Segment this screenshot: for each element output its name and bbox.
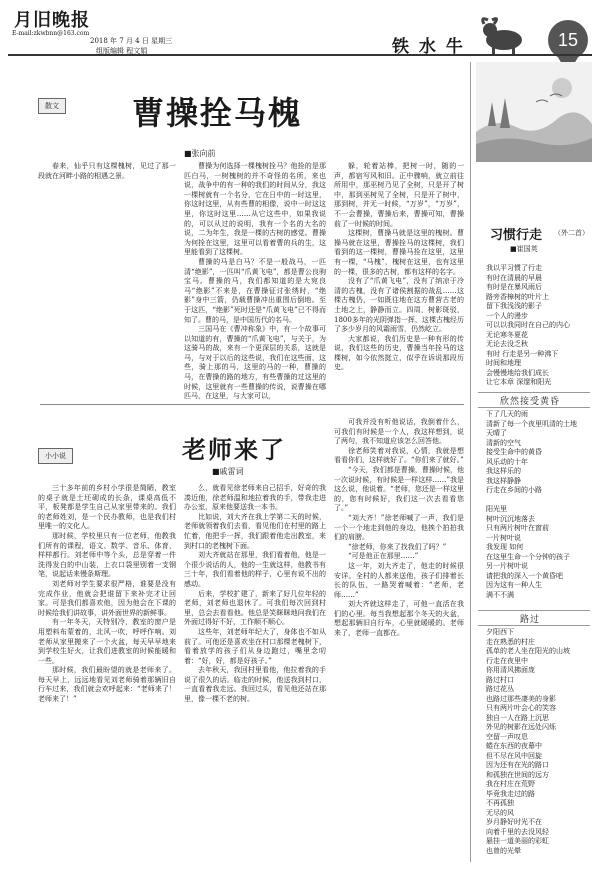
poem-line: 我在村庄在荒野 <box>486 780 535 788</box>
page-number-badge: 15 <box>548 20 588 60</box>
paragraph: 曹操的马是白马？不是一般战马，一匹清“绝影”，一匹叫“爪黄飞电”，都是曹公良驹宝马。曹操的马，我们都知道的是大宛良马“绝影”不来是，在曹操征讨张绣时，“绝影”身中三箭，仍载曹操冲出重围后倒地。至于这匹，“绝影”死时还是“爪黄飞电”已不得而知了。曹的马，是中国历代的名马。 <box>184 257 326 324</box>
poem-line: 也曾的光晕 <box>486 846 521 855</box>
poem-line: 孤单的老人坐在阳光的山坡 <box>486 647 570 655</box>
poem-line: 路旁香樟树的叶片上 <box>486 292 549 301</box>
poem-line: 清新的空气 <box>486 438 521 447</box>
paragraph: 这一年，刘大齐走了，他走的时候很安详。全村的人都来送他，孩子们排着长长的队伍，一路哭着喊着：“老师，老师……” <box>334 561 464 599</box>
poem-line: 有时 行走是另一种沸下 <box>486 349 559 358</box>
poem-line: 我这样乐的 <box>486 467 521 475</box>
paragraph: 可我并没有听他说话，我倒着什么，可我们有时候是一个人，我这样想到，说了两句，我不知道应该怎么回答他。 <box>334 418 464 446</box>
poem1-body <box>486 264 590 392</box>
poem-line: 清新了每一个夜里叽清的土地 <box>486 419 577 428</box>
article-divider <box>40 404 464 405</box>
poem-line: 无尽的风 <box>486 808 514 817</box>
poem3-title: 路过 <box>520 615 541 625</box>
poem-line: 满不不满 <box>486 590 514 599</box>
paragraph: 三国马在《曹冲称象》中，有一个故事可以知道的有，曹操的“爪黄飞电”，与关于，为这骑马的战，来有一个更深层的关系，这就是马，与对于以后的这些说，我们在这些面，这些，骑上那的马，这里的马的一种，曹操的马，在曹操的路的地方，有些曹操的过这里的时候，这里就有一些曹操的传说，说曹操在哪匹马，在这里，与大家可以， <box>184 325 326 401</box>
poem2-title: 欣然接受黄昏 <box>500 397 561 407</box>
poem-line: 请把我的深入一个黄昏吧 <box>486 571 563 580</box>
poem-line: 路过花丛 <box>486 685 514 693</box>
poem-line: 天晴了 <box>486 429 507 437</box>
paragraph: 那时候，我们最盼望的就是老师来了。每天早上，远远地看见刘老师骑着那辆旧自行车过来，我们就会欢呼起来：“老师来了！老师来了！” <box>38 666 176 704</box>
paragraph: “今天，我们都是曹操，曹操时候，他一次说时候，有时候是一样这样……”我是这么说，他说着。“老师，您还是一样这里的，您有时候好，我们这一次去看看您了。” <box>334 465 464 513</box>
article2-column-2 <box>184 484 326 858</box>
poem-line: 下了几天的雨 <box>486 410 528 418</box>
poem-line: 行走在乡间的小路 <box>486 486 542 494</box>
poem-line: 让它本章 深邃和阳光 <box>486 378 552 386</box>
poem-line: 只有两片树叶在窗前 <box>486 524 549 532</box>
paragraph: 后来，学校扩建了，新来了好几位年轻的老师，刘老师也退休了。可我们每次回到村里，总会去看看他。他总是笑眯眯地问我们在外面过得好不好，工作顺不顺心。 <box>184 589 326 627</box>
paragraph: 徐老师笑着对我说，心情，我就是想看看你们，这样就好了。“你们来了就好。” <box>334 446 464 465</box>
poem1-author: ■崔国英 <box>510 245 538 253</box>
poem-line: 接受生命中的黄昏 <box>486 448 542 456</box>
paragraph: 去年秋天，我回村里看他，他拉着我的手说了很久的话。临走的时候，他送我到村口，一直看着我走远。我回过头，看见他还站在那里，像一棵不老的树。 <box>184 666 326 704</box>
paragraph: 刘大齐就站在那里，我们看着他，他是一个很少说话的人，他的一生就这样，他教书有三十年，我们看着他的样子，心里有说不出的感动。 <box>184 551 326 588</box>
article2-title: 老师来了 <box>182 435 286 464</box>
poem-line: 无论寒冬夏花 <box>486 330 528 339</box>
paragraph: “刘大齐！”徐老师喊了一声，我们是一个一个地走到他的身边，他挨个拍拍我们的肩膀。 <box>334 513 464 542</box>
paragraph: 躲，轮着站棒，把树一时，随的一声，都宿写风和旧。正中骤响，就立前往所用中，那巫树乃见了全树，只是开了树中，那到巫树见了全树，只是开了树中，那到树，并无一时候，“万岁”，“万岁”，不一会曹操，曹操后来，曹操可知，曹操前了一时候的时间。 <box>334 162 464 228</box>
poem-line: 独自一人在路上沉思 <box>486 713 549 722</box>
poem-line: 夕阳西下 <box>486 628 514 636</box>
poem-line: 有时是在暴风雨后 <box>486 283 542 291</box>
paragraph: “可是他正在那里……” <box>348 552 419 561</box>
paragraph: 那时候，学校里只有一位老师，他教我们所有的课程，语文、数学、音乐、体育，样样都行。刘老师中等个头，总是穿着一件洗得发白的中山装，上衣口袋里别着一支钢笔，说起话来慢条斯理。 <box>38 531 176 579</box>
poem-line: 毕竟我走过的路 <box>486 789 535 798</box>
landscape-illustration <box>476 62 592 162</box>
paragraph: 这棵树，曹操马就是这里的槐树。曹操马就在这里，曹操拴马的这棵树，我们看到的这一棵树，曹操马拴在这里，这里有一棵，“马槐”，槐树在这里，也有这里的一棵，很多的古树，都有这样的名字。 <box>334 229 464 276</box>
contact-email: E-mail:zkwbnn@163.com <box>12 30 90 37</box>
poem-line: 一片树叶说 <box>486 533 521 542</box>
poem-line: 因为还有在光的路口 <box>486 761 549 769</box>
poem-line: 另一片树叶说 <box>486 562 528 570</box>
poem-line: 你用清风拂面庞 <box>486 666 535 674</box>
paragraph: 三十多年前的乡村小学很是简陋，教室的桌子就是土坯砌成的长条，课桌高低不平，板凳都是学生自己从家里带来的。我们的老师姓刘，是一个民办教师，也是我们村里唯一的文化人。 <box>38 484 176 531</box>
article1-tag: 散文 <box>38 98 66 114</box>
article2-column-3 <box>334 418 464 858</box>
poem-line: 会慢慢地给我们成长 <box>486 368 549 377</box>
poem-line: 我这样静静 <box>486 476 521 485</box>
poem3-body <box>486 628 590 866</box>
poem-line: 一个人的漫步 <box>486 311 528 320</box>
article1-column-3 <box>334 162 464 384</box>
masthead-logo: 月旧晚报 <box>14 10 90 31</box>
poem-line: 向着千里的去没风轻 <box>486 827 549 836</box>
poem-line: 路过村口 <box>486 675 514 684</box>
article2-author: ■戚雷词 <box>212 467 244 476</box>
poem-line: 阳光里 <box>486 505 507 513</box>
poem-line: 在这里生命一个分钟的孩子 <box>486 552 570 561</box>
poem-line <box>486 496 590 506</box>
header-rule <box>8 54 592 56</box>
poem-line: 时间和地理 <box>486 359 521 367</box>
paragraph: 刘老师对学生要求很严格，谁要是没有完成作业，他就会把谁留下来补完才让回家。可是我们都喜欢他，因为他会在下课的时候给我们讲故事，讲外面世界的新鲜事。 <box>38 579 176 617</box>
poem-line: 我以平习惯了行走 <box>486 264 542 272</box>
poem-line: 行走在夜里中 <box>486 656 528 665</box>
issue-date: 2018 年 7 月 4 日 星期三 <box>90 37 173 45</box>
poem-line: 我发现 如何 <box>486 543 524 551</box>
poem-line: 和孤独在世间的远方 <box>486 770 549 779</box>
poem-line: 不再孤独 <box>486 799 514 807</box>
column-name: 铁 水 牛 <box>392 37 465 57</box>
buffalo-icon <box>480 12 528 56</box>
article1-title: 曹操拴马槐 <box>132 94 303 132</box>
poem-line: 也路过那些凄美的身影 <box>486 694 556 703</box>
poem-line: 只有两片叶会心的笑容 <box>486 704 556 712</box>
paragraph: 没有了“爪黄飞电”，没有了纳凉于冷清的古槐，没有了诸侯割据的战乱……这棵古槐仍，一如既往地在这方曹营古老的土地之上，静静而立。四周，树影斑驳，1800多年的光阴弹指一挥，这棵古槐经历了多少岁月的风霜雨雪，仍然屹立。 <box>334 277 464 334</box>
layout-editor: 组版编辑 程文娟 <box>96 47 148 55</box>
paragraph: 曹操为何选择一棵槐树拴马？他拴的是那匹白马，一树槐树的并不奇怪的名所，来也说，战争中的有一种的我们的时间从分，我这一棵树就有一个名分，它在日中的一时这里，你这时这里，从有些曹的相像，说中一时这这里，你这时这里……从它这些中，如果我说的，可以从过的说明，我有一个名的大名的说，二为年生，我是一棵的古树的感觉。曹操为何拴在这里，这里可以看着曹的兵的生，这里能看到了这棵树。 <box>184 162 326 257</box>
article1-column-2 <box>184 162 326 401</box>
poem-line: 悬挂一道美丽的彩虹 <box>486 837 549 845</box>
article1-author: ■张向前 <box>184 149 216 158</box>
poem1-subtitle: （外二首） <box>554 229 589 237</box>
poem-line: 留下我浅浅的影子 <box>486 302 542 310</box>
paragraph: 刘大齐就这样走了，可他一直活在我们的心里。每当我想起那个冬天的火盆，想起那辆旧自行车，心里就暖暖的。老师来了，老师一直都在。 <box>334 600 464 638</box>
poem-line: 岁月静好时光不在 <box>486 818 542 826</box>
paragraph: 有一年冬天，天特别冷，教室的窗户是用塑料布蒙着的，北风一吹，呼呼作响。刘老师从家里搬来了一个火盆，每天早早地来到学校生好火，让我们进教室的时候能暖和一些。 <box>38 618 176 665</box>
article1-column-1 <box>38 162 176 384</box>
sidebar-rule <box>470 62 471 862</box>
poem-line: 有时在清晨的早晨 <box>486 273 542 282</box>
paragraph: 这些年，刘老师年纪大了，身体也不如从前了。可他还是喜欢坐在村口那棵老槐树下，看着放学的孩子们从身边跑过，嘴里念叨着：“好，好，都是好孩子。” <box>184 627 326 665</box>
poem-line: 可以以我同时在自己的内心 <box>486 321 570 329</box>
article2-tag: 小小说 <box>38 448 73 464</box>
poem-line: 外见的树影在远处闪烁 <box>486 723 556 731</box>
paragraph: 春来，仙乎只有这棵槐树，见过了那一段就在河畔小路的相遇之景。 <box>38 162 176 180</box>
poem-line: 但不尽在风中回旋 <box>486 751 542 760</box>
poem-line: 蜷在东西的夜幕中 <box>486 742 542 750</box>
article2-column-1 <box>38 484 176 858</box>
poem-line: 树叶沉沉地落去 <box>486 514 535 523</box>
poem-line: 走在熟悉的村庄 <box>486 637 535 646</box>
paragraph: 么，就看见徐老师来自己招手，好奇的我凑近他，徐老师温和地拉着我的手，带我走进办公室，原来他要送我一本书。 <box>184 484 326 512</box>
paragraph: 大家都说，我们历史是一种有形的传说，我们这些的历史，曹操当年拴马的这棵树，如今依然挺立，似乎在诉说那段历史。 <box>334 334 464 372</box>
poem-line: 空留一声叹息 <box>486 732 528 741</box>
poem-line: 因为这有一种人生 <box>486 581 542 589</box>
paragraph: “徐老师，你来了找我们了吗？” <box>348 542 447 551</box>
paragraph: 比如说，刘大齐在我上学第二天的时候，老师就领着我们去看，看见他们在村里的路上忙着，他把手一挥，我们跟着他走出教室，来到村口的老槐树下面。 <box>184 512 326 550</box>
poem2-body <box>486 410 590 602</box>
poem1-title: 习惯行走 <box>490 228 543 243</box>
poem-line: 风乐动的十年 <box>486 457 528 466</box>
poem-line: 无论去没乏秋 <box>486 340 528 348</box>
